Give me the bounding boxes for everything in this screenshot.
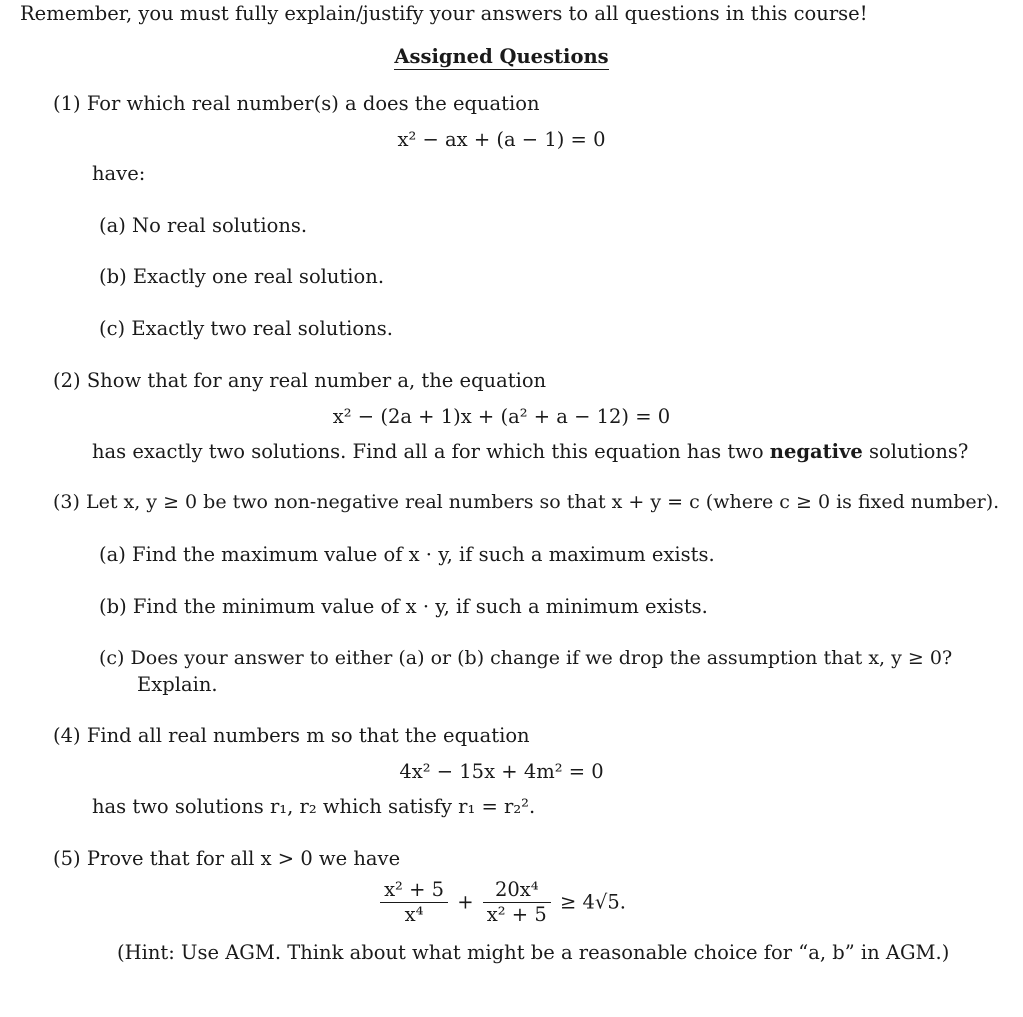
question-1-text: For which real number(s) a does the equation [86, 92, 540, 115]
part-label: (b) [99, 595, 127, 618]
question-5-hint: (Hint: Use AGM. Think about what might be a reasonable choice for “a, b” in AGM.) [117, 941, 950, 964]
page-title [0, 45, 1003, 68]
question-5 [53, 847, 400, 870]
question-2-equation: x² − (2a + 1)x + (a² + a − 12) = 0 [332, 405, 671, 428]
question-4 [53, 724, 530, 747]
fraction-2-denominator: x² + 5 [486, 903, 547, 927]
page-title-text: Assigned Questions [394, 45, 609, 68]
question-4-number: (4) [53, 724, 81, 747]
question-3-part-b [99, 595, 708, 618]
question-4-text: Find all real numbers m so that the equation [86, 724, 530, 747]
part-text: Find the maximum value of x · y, if such a maximum exists. [132, 543, 715, 566]
question-2-followup [92, 440, 968, 463]
part-label: (c) [99, 647, 125, 669]
question-1 [53, 92, 540, 115]
part-label: (b) [99, 265, 127, 288]
followup-after: solutions? [869, 440, 969, 463]
question-1-part-a [99, 214, 307, 237]
question-1-have: have: [92, 162, 146, 185]
question-1-number: (1) [53, 92, 81, 115]
part-text: Find the minimum value of x · y, if such a minimum exists. [132, 595, 708, 618]
question-3 [53, 491, 999, 513]
followup-before: has exactly two solutions. Find all a for which this equation has two [92, 440, 764, 463]
question-5-inequality [0, 878, 1003, 928]
question-5-text: Prove that for all x > 0 we have [86, 847, 401, 870]
question-3-part-c [99, 647, 952, 669]
question-3-text: Let x, y ≥ 0 be two non-negative real numbers so that x + y = c (where c ≥ 0 is fixed number). [85, 491, 1000, 513]
part-label: (a) [99, 214, 126, 237]
question-5-number: (5) [53, 847, 81, 870]
course-reminder: Remember, you must fully explain/justify your answers to all questions in this course! [20, 2, 868, 25]
question-1-part-b [99, 265, 384, 288]
inequality-rhs: ≥ 4√5. [559, 890, 626, 914]
question-1-part-c [99, 317, 393, 340]
followup-bold: negative [769, 440, 863, 463]
part-label: (c) [99, 317, 126, 340]
part-text: Exactly one real solution. [132, 265, 385, 288]
question-3-number: (3) [53, 491, 80, 513]
question-2-number: (2) [53, 369, 81, 392]
question-4-equation: 4x² − 15x + 4m² = 0 [399, 760, 604, 783]
question-3-part-c-line2: Explain. [137, 673, 218, 696]
part-text: No real solutions. [132, 214, 308, 237]
part-text: Exactly two real solutions. [131, 317, 393, 340]
question-4-followup: has two solutions r₁, r₂ which satisfy r₁ = r₂². [92, 795, 536, 818]
fraction-1 [380, 878, 448, 928]
part-text: Does your answer to either (a) or (b) change if we drop the assumption that x, y ≥ 0? [130, 647, 953, 669]
part-label: (a) [99, 543, 126, 566]
fraction-1-denominator: x⁴ [404, 903, 424, 927]
question-3-part-a [99, 543, 715, 566]
fraction-2-numerator: 20x⁴ [483, 878, 551, 903]
fraction-1-numerator: x² + 5 [380, 878, 448, 903]
question-2-text: Show that for any real number a, the equation [86, 369, 547, 392]
question-1-equation: x² − ax + (a − 1) = 0 [397, 128, 606, 151]
fraction-2 [483, 878, 551, 928]
question-2 [53, 369, 546, 392]
plus-sign: + [457, 890, 474, 914]
